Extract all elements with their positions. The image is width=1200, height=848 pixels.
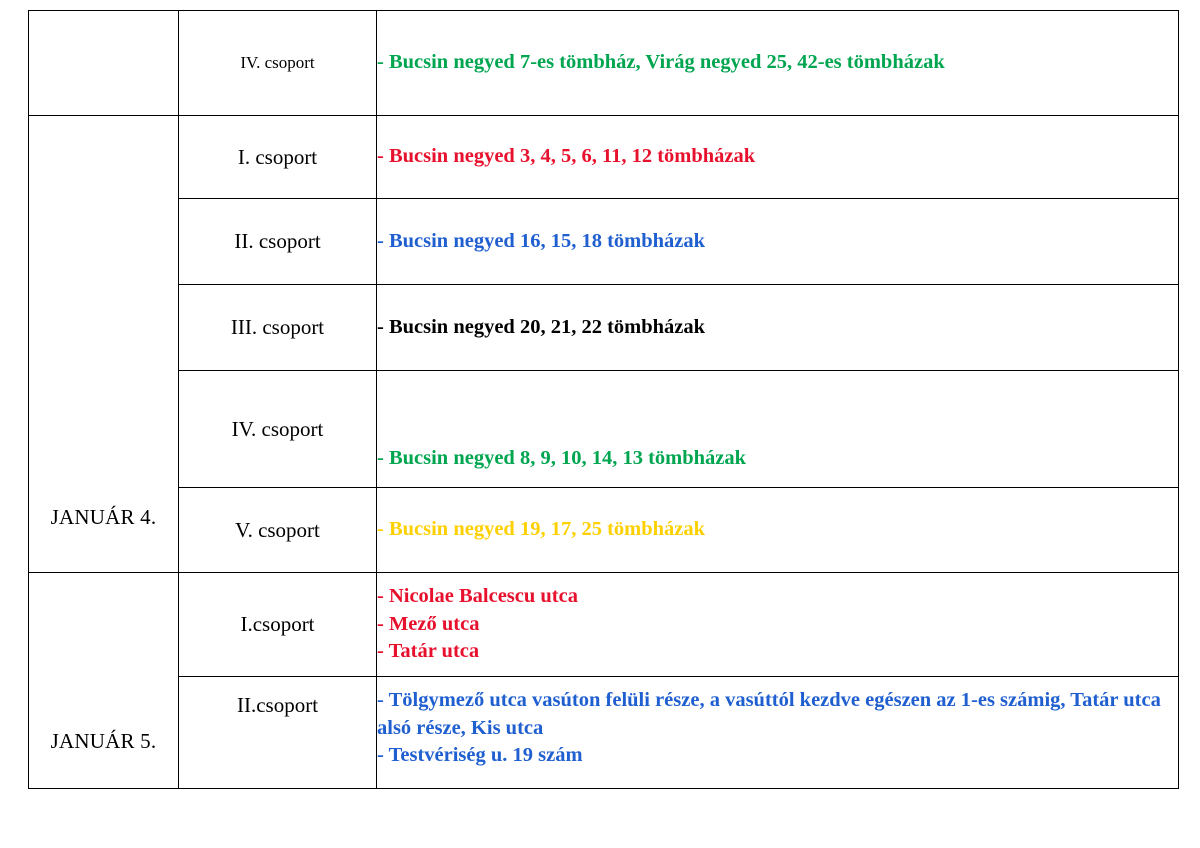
group-cell: III. csoport	[179, 285, 377, 371]
description-cell	[377, 488, 1179, 573]
group-cell: IV. csoport	[179, 371, 377, 488]
description-line: - Mező utca	[377, 612, 480, 635]
table-row	[29, 371, 1179, 488]
description-line: - Bucsin negyed 3, 4, 5, 6, 11, 12 tömbházak	[377, 145, 756, 168]
description-line: - Bucsin negyed 7-es tömbház, Virág negyed 25, 42-es tömbházak	[377, 51, 945, 74]
table-row	[29, 11, 1179, 116]
date-cell-january4: JANUÁR 4.	[29, 116, 179, 573]
description-lines	[377, 445, 1178, 473]
table-row	[29, 199, 1179, 285]
description-lines	[377, 516, 1178, 544]
group-cell: IV. csoport	[179, 11, 377, 116]
group-cell: II. csoport	[179, 199, 377, 285]
description-lines	[377, 49, 1178, 77]
description-cell	[377, 199, 1179, 285]
schedule-table	[28, 10, 1179, 789]
description-line: - Tölgymező utca vasúton felüli része, a vasúttól kezdve egészen az 1-es számig, Tatár utca alsó része, Kis utca	[377, 689, 1161, 739]
description-cell	[377, 116, 1179, 199]
table-row	[29, 488, 1179, 573]
schedule-table-body	[29, 11, 1179, 789]
description-lines	[377, 228, 1178, 256]
description-cell	[377, 573, 1179, 677]
description-cell	[377, 11, 1179, 116]
description-lines	[377, 687, 1178, 770]
group-cell: I.csoport	[179, 573, 377, 677]
table-row	[29, 285, 1179, 371]
description-line: - Testvériség u. 19 szám	[377, 744, 583, 767]
description-line: - Tatár utca	[377, 640, 480, 663]
group-cell: I. csoport	[179, 116, 377, 199]
description-line: - Bucsin negyed 8, 9, 10, 14, 13 tömbházak	[377, 447, 747, 470]
date-cell-january5: JANUÁR 5.	[29, 573, 179, 789]
description-line: - Bucsin negyed 19, 17, 25 tömbházak	[377, 518, 706, 541]
group-cell: II.csoport	[179, 677, 377, 789]
group-cell: V. csoport	[179, 488, 377, 573]
description-line: - Nicolae Balcescu utca	[377, 584, 578, 607]
description-lines	[377, 314, 1178, 342]
description-cell	[377, 677, 1179, 789]
table-row	[29, 677, 1179, 789]
description-cell	[377, 371, 1179, 488]
description-line: - Bucsin negyed 16, 15, 18 tömbházak	[377, 229, 706, 252]
table-row	[29, 573, 1179, 677]
description-lines	[377, 583, 1178, 666]
table-row	[29, 116, 1179, 199]
description-lines	[377, 143, 1178, 171]
description-line: - Bucsin negyed 20, 21, 22 tömbházak	[377, 315, 706, 338]
date-cell-empty-top	[29, 11, 179, 116]
description-cell	[377, 285, 1179, 371]
